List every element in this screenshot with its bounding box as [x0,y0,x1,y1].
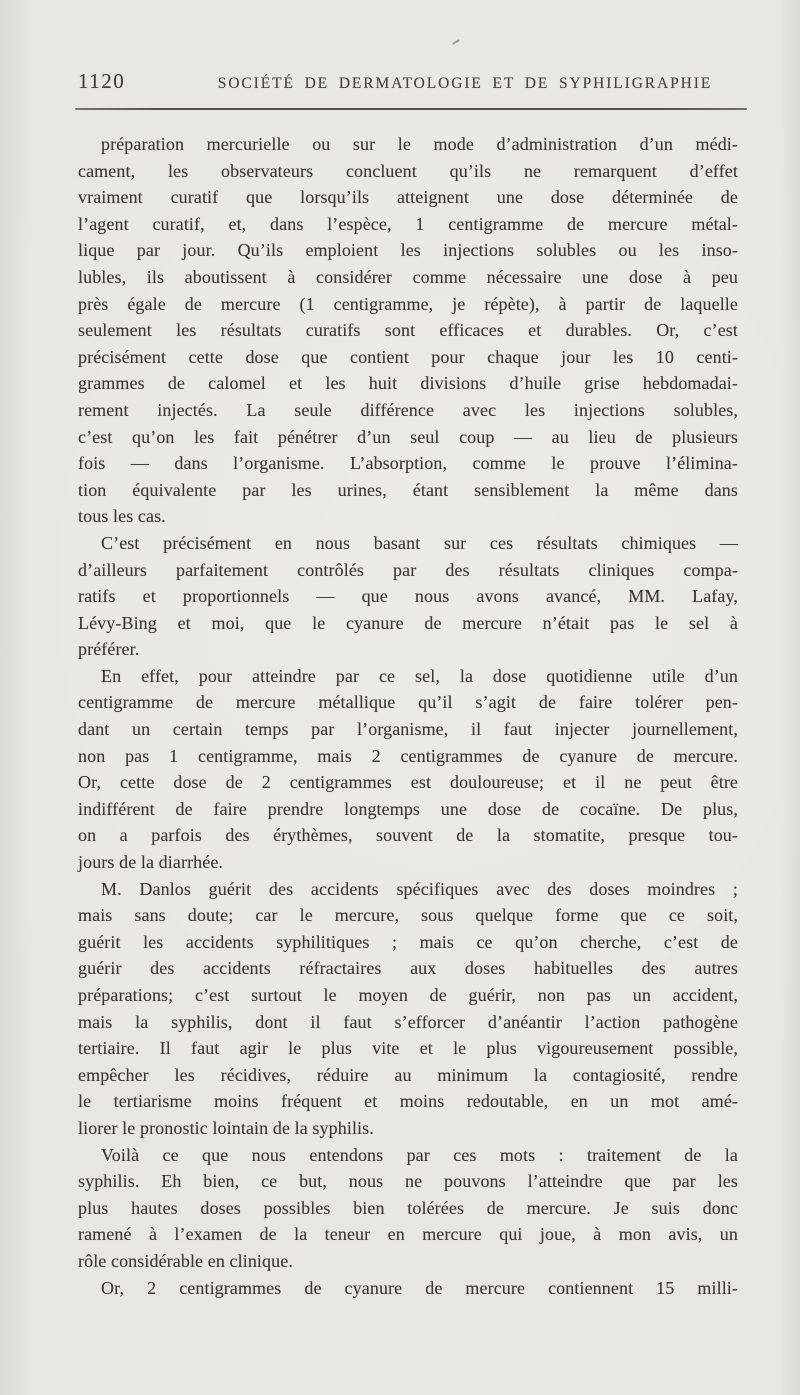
text-line: centigramme de mercure métallique qu’il s’agit de faire tolérer pen- [78,692,738,713]
text-line: dant un certain temps par l’organisme, il faut injecter journellement, [78,719,738,740]
text-line: ratifs et proportionnels — que nous avons avancé, MM. Lafay, [78,586,738,607]
page-number: 1120 [78,69,126,93]
text-line: Lévy-Bing et moi, que le cyanure de mercure n’était pas le sel à [78,612,738,633]
text-line: près égale de mercure (1 centigramme, je répète), à partir de laquelle [78,293,738,314]
text-line: C’est précisément en nous basant sur ces résultats chimiques — [101,532,738,553]
text-line: syphilis. Eh bien, ce but, nous ne pouvons l’atteindre que par les [78,1171,738,1192]
text-line: tous les cas. [78,506,166,527]
text-line: grammes de calomel et les huit divisions d’huile grise hebdomadai- [78,373,738,394]
text-line: non pas 1 centigramme, mais 2 centigrammes de cyanure de mercure. [78,745,738,766]
text-line: le tertiarisme moins fréquent et moins redoutable, en un mot amé- [78,1091,738,1112]
text-line: préférer. [78,639,140,660]
paragraph [78,1142,738,1275]
text-line: l’agent curatif, et, dans l’espèce, 1 centigramme de mercure métal- [78,213,738,234]
text-line: d’ailleurs parfaitement contrôlés par des résultats cliniques compa- [78,559,738,580]
text-line: liorer le pronostic lointain de la syphilis. [78,1117,374,1138]
running-header [78,69,740,94]
text-line: Or, 2 centigrammes de cyanure de mercure contiennent 15 milli- [101,1277,738,1298]
text-block [78,131,738,1301]
text-line: guérir des accidents réfractaires aux doses habituelles des autres [78,958,738,979]
text-line: En effet, pour atteindre par ce sel, la dose quotidienne utile d’un [101,665,738,686]
text-line: c’est qu’on les fait pénétrer d’un seul coup — au lieu de plusieurs [78,426,738,447]
text-line: indifférent de faire prendre longtemps une dose de cocaïne. De plus, [78,798,738,819]
text-line: cament, les observateurs concluent qu’ils ne remarquent d’effet [78,160,738,181]
paragraph [78,131,738,530]
text-line: mais sans doute; car le mercure, sous quelque forme que ce soit, [78,905,738,926]
text-line: lique par jour. Qu’ils emploient les injections solubles ou les inso- [78,240,738,261]
paragraph [78,530,738,663]
text-line: Voilà ce que nous entendons par ces mots : traitement de la [101,1144,738,1165]
text-line: préparation mercurielle ou sur le mode d’administration d’un médi- [101,134,738,154]
text-line: plus hautes doses possibles bien tolérées de mercure. Je suis donc [78,1197,738,1218]
paragraph [78,876,738,1142]
text-line: fois — dans l’organisme. L’absorption, comme le prouve l’élimina- [78,453,738,474]
text-line: M. Danlos guérit des accidents spécifiques avec des doses moindres ; [101,878,738,899]
text-line: rôle considérable en clinique. [78,1250,293,1271]
header-rule [75,108,747,110]
text-line: précisément cette dose que contient pour chaque jour les 10 centi- [78,346,738,367]
running-title: SOCIÉTÉ DE DERMATOLOGIE ET DE SYPHILIGRAPHIE [217,75,713,92]
printing-artifact [452,39,460,45]
text-line: tion équivalente par les urines, étant sensiblement la même dans [78,479,738,500]
paragraph [78,1275,738,1302]
text-line: mais la syphilis, dont il faut s’efforcer d’anéantir l’action pathogène [78,1011,738,1032]
text-line: rement injectés. La seule différence avec les injections solubles, [78,399,738,420]
paragraph [78,663,738,876]
text-line: lubles, ils aboutissent à considérer comme nécessaire une dose à peu [78,266,738,287]
text-line: préparations; c’est surtout le moyen de guérir, non pas un accident, [78,985,738,1005]
text-line: tertiaire. Il faut agir le plus vite et le plus vigoureusement possible, [78,1038,738,1059]
text-line: Or, cette dose de 2 centigrammes est douloureuse; et il ne peut être [78,772,738,793]
text-line: jours de la diarrhée. [78,852,224,873]
text-line: on a parfois des érythèmes, souvent de la stomatite, presque tou- [78,825,738,846]
text-line: ramené à l’examen de la teneur en mercure qui joue, à mon avis, un [78,1224,738,1245]
text-line: seulement les résultats curatifs sont efficaces et durables. Or, c’est [78,320,738,341]
text-line: vraiment curatif que lorsqu’ils atteignent une dose déterminée de [78,187,738,208]
text-line: guérit les accidents syphilitiques ; mais ce qu’on cherche, c’est de [78,931,738,952]
text-line: empêcher les récidives, réduire au minimum la contagiosité, rendre [78,1064,738,1085]
